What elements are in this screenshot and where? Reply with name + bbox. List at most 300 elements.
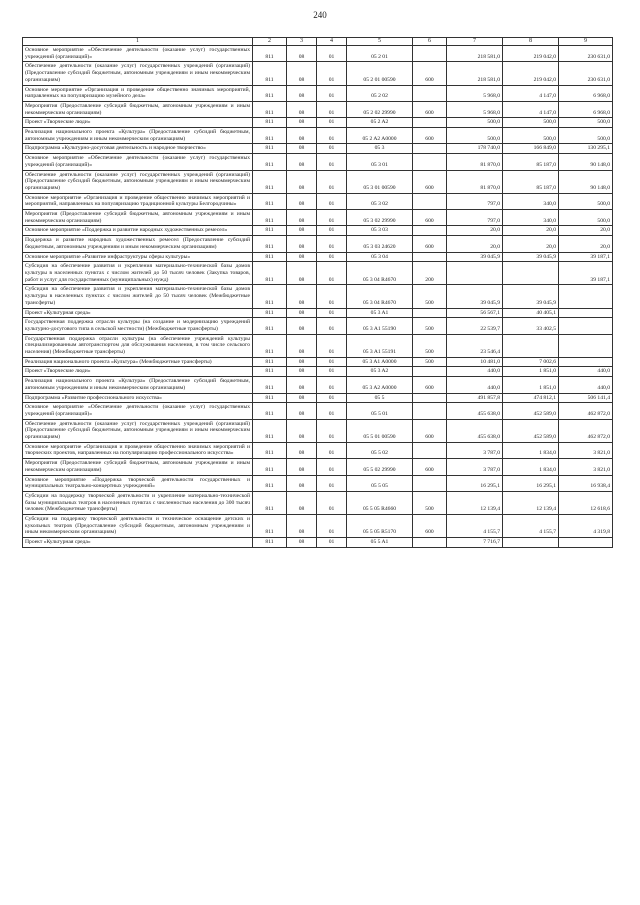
subsection-code: 01: [317, 226, 347, 236]
column-header: 9: [559, 38, 613, 46]
subsection-code: 01: [317, 367, 347, 377]
amount-year-1: 178 740,0: [447, 144, 503, 154]
amount-year-1: 440,0: [447, 367, 503, 377]
table-row: [23, 46, 613, 62]
row-name: Основное мероприятие «Поддержка и развитие народных художественных ремесел»: [23, 226, 253, 236]
subsection-code: 01: [317, 262, 347, 285]
amount-year-3: 3 821,0: [559, 442, 613, 458]
subsection-code: 01: [317, 475, 347, 491]
amount-year-1: 455 638,0: [447, 419, 503, 442]
header-row: [23, 38, 613, 46]
amount-year-2: 4 147,0: [503, 85, 559, 101]
expense-type-code: 600: [413, 170, 447, 193]
amount-year-3: [559, 308, 613, 318]
amount-year-2: 1 851,0: [503, 367, 559, 377]
row-name: Проект «Культурная среда»: [23, 308, 253, 318]
amount-year-1: 16 295,1: [447, 475, 503, 491]
ministry-code: 811: [253, 210, 287, 226]
amount-year-2: 219 042,0: [503, 62, 559, 85]
expense-type-code: 600: [413, 101, 447, 117]
amount-year-3: 500,0: [559, 210, 613, 226]
amount-year-2: 340,0: [503, 193, 559, 209]
target-article-code: 05 3 A2: [347, 367, 413, 377]
amount-year-1: 3 787,0: [447, 459, 503, 475]
ministry-code: 811: [253, 475, 287, 491]
expense-type-code: [413, 442, 447, 458]
amount-year-2: 219 042,0: [503, 46, 559, 62]
subsection-code: 01: [317, 62, 347, 85]
subsection-code: 01: [317, 85, 347, 101]
ministry-code: 811: [253, 46, 287, 62]
amount-year-1: 3 787,0: [447, 442, 503, 458]
amount-year-1: [447, 262, 503, 285]
target-article-code: 05 5 02: [347, 442, 413, 458]
target-article-code: 05 3 A1 55191: [347, 334, 413, 357]
section-code: 08: [287, 193, 317, 209]
target-article-code: 05 2 01 00590: [347, 62, 413, 85]
amount-year-1: 81 870,0: [447, 170, 503, 193]
subsection-code: 01: [317, 334, 347, 357]
amount-year-3: 440,0: [559, 367, 613, 377]
row-name: Государственная поддержка отрасли культуры (на создание и модернизацию учреждений культурно-досугового типа в сельской местности) (Межбюджетные трансферты): [23, 318, 253, 334]
table-row: [23, 62, 613, 85]
row-name: Субсидии на поддержку творческой деятельности и техническое оснащение детских и кукольных театров (Предоставление субсидий бюджетным, автономным учреждениям и иным некоммерческим организациям): [23, 515, 253, 538]
subsection-code: 01: [317, 318, 347, 334]
row-name: Основное мероприятие «Развитие инфраструктуры сферы культуры»: [23, 252, 253, 262]
amount-year-1: 5 968,0: [447, 85, 503, 101]
row-name: Субсидия на обеспечение развития и укрепления материально-технической базы домов культуры в населенных пунктах с числом жителей до 50 тысяч человек (Межбюджетные трансферты): [23, 285, 253, 308]
table-row: [23, 262, 613, 285]
section-code: 08: [287, 226, 317, 236]
table-row: [23, 367, 613, 377]
amount-year-3: 506 141,4: [559, 393, 613, 403]
subsection-code: 01: [317, 442, 347, 458]
column-header: 3: [287, 38, 317, 46]
row-name: Субсидии на поддержку творческой деятельности и укрепление материально-технической базы муниципальных театров в населенных пунктах с численностью населения до 300 тысяч человек (Межбюджетные трансферты): [23, 491, 253, 514]
ministry-code: 811: [253, 377, 287, 393]
table-row: [23, 403, 613, 419]
amount-year-3: [559, 285, 613, 308]
amount-year-3: 500,0: [559, 193, 613, 209]
subsection-code: 01: [317, 491, 347, 514]
amount-year-3: 500,0: [559, 128, 613, 144]
amount-year-1: 440,0: [447, 377, 503, 393]
section-code: 08: [287, 101, 317, 117]
section-code: 08: [287, 144, 317, 154]
table-row: [23, 210, 613, 226]
column-header: 6: [413, 38, 447, 46]
target-article-code: 05 5 05 R4660: [347, 491, 413, 514]
amount-year-1: 81 870,0: [447, 154, 503, 170]
table-row: [23, 154, 613, 170]
amount-year-1: 218 581,0: [447, 62, 503, 85]
ministry-code: 811: [253, 357, 287, 367]
table-row: [23, 236, 613, 252]
ministry-code: 811: [253, 85, 287, 101]
amount-year-2: 500,0: [503, 128, 559, 144]
expense-type-code: 600: [413, 377, 447, 393]
expense-type-code: [413, 252, 447, 262]
subsection-code: 01: [317, 118, 347, 128]
column-header: 2: [253, 38, 287, 46]
amount-year-1: 20,0: [447, 226, 503, 236]
page-number: 240: [313, 10, 327, 20]
subsection-code: 01: [317, 308, 347, 318]
expense-type-code: 600: [413, 62, 447, 85]
row-name: Реализация национального проекта «Культура» (Предоставление субсидий бюджетным, автономным учреждениям и иным некоммерческим организациям): [23, 377, 253, 393]
row-name: Подпрограмма «Развитие профессионального искусства»: [23, 393, 253, 403]
ministry-code: 811: [253, 236, 287, 252]
row-name: Проект «Творческие люди»: [23, 367, 253, 377]
table-row: [23, 419, 613, 442]
table-row: [23, 85, 613, 101]
expense-type-code: [413, 538, 447, 548]
target-article-code: 05 2 02 29990: [347, 101, 413, 117]
section-code: 08: [287, 377, 317, 393]
target-article-code: 05 3 A1 55190: [347, 318, 413, 334]
amount-year-1: 10 481,0: [447, 357, 503, 367]
section-code: 08: [287, 210, 317, 226]
section-code: 08: [287, 334, 317, 357]
table-row: [23, 308, 613, 318]
subsection-code: 01: [317, 170, 347, 193]
ministry-code: 811: [253, 154, 287, 170]
target-article-code: 05 5 A1: [347, 538, 413, 548]
target-article-code: 05 3 03: [347, 226, 413, 236]
section-code: 08: [287, 318, 317, 334]
ministry-code: 811: [253, 419, 287, 442]
section-code: 08: [287, 285, 317, 308]
amount-year-1: 39 045,9: [447, 285, 503, 308]
ministry-code: 811: [253, 367, 287, 377]
column-header: 4: [317, 38, 347, 46]
amount-year-3: 39 187,1: [559, 252, 613, 262]
section-code: 08: [287, 252, 317, 262]
target-article-code: 05 5 05: [347, 475, 413, 491]
subsection-code: 01: [317, 459, 347, 475]
row-name: Основное мероприятие «Обеспечение деятельности (оказание услуг) государственных учреждений (организаций)»: [23, 403, 253, 419]
section-code: 08: [287, 85, 317, 101]
amount-year-1: 500,0: [447, 118, 503, 128]
expense-type-code: [413, 226, 447, 236]
amount-year-3: 462 872,0: [559, 419, 613, 442]
section-code: 08: [287, 538, 317, 548]
ministry-code: 811: [253, 226, 287, 236]
amount-year-3: 20,0: [559, 236, 613, 252]
amount-year-2: 16 295,1: [503, 475, 559, 491]
expense-type-code: [413, 367, 447, 377]
amount-year-2: 1 834,0: [503, 459, 559, 475]
expense-type-code: [413, 193, 447, 209]
amount-year-3: [559, 318, 613, 334]
row-name: Поддержка и развитие народных художественных ремесел (Предоставление субсидий бюджетным, автономным учреждениям и иным некоммерческим организациям): [23, 236, 253, 252]
amount-year-1: 500,0: [447, 128, 503, 144]
ministry-code: 811: [253, 459, 287, 475]
amount-year-3: 90 148,0: [559, 154, 613, 170]
row-name: Основное мероприятие «Обеспечение деятельности (оказание услуг) государственных учреждений (организаций)»: [23, 154, 253, 170]
amount-year-2: 40 405,1: [503, 308, 559, 318]
amount-year-2: 12 139,4: [503, 491, 559, 514]
row-name: Подпрограмма «Культурно-досуговая деятельность и народное творчество»: [23, 144, 253, 154]
amount-year-3: 230 631,0: [559, 46, 613, 62]
target-article-code: 05 2 02: [347, 85, 413, 101]
table-row: [23, 459, 613, 475]
amount-year-2: 85 187,0: [503, 170, 559, 193]
section-code: 08: [287, 118, 317, 128]
expense-type-code: 600: [413, 515, 447, 538]
amount-year-3: 230 631,0: [559, 62, 613, 85]
section-code: 08: [287, 367, 317, 377]
expense-type-code: [413, 403, 447, 419]
expense-type-code: 500: [413, 491, 447, 514]
amount-year-3: 16 938,4: [559, 475, 613, 491]
row-name: Мероприятия (Предоставление субсидий бюджетным, автономным учреждениям и иным некоммерческим организациям): [23, 101, 253, 117]
amount-year-1: 5 968,0: [447, 101, 503, 117]
section-code: 08: [287, 262, 317, 285]
row-name: Основное мероприятие «Обеспечение деятельности (оказание услуг) государственных учреждений (организаций)»: [23, 46, 253, 62]
amount-year-2: 85 187,0: [503, 154, 559, 170]
section-code: 08: [287, 170, 317, 193]
ministry-code: 811: [253, 252, 287, 262]
expense-type-code: 200: [413, 262, 447, 285]
ministry-code: 811: [253, 538, 287, 548]
amount-year-3: 90 148,0: [559, 170, 613, 193]
table-row: [23, 475, 613, 491]
amount-year-3: 20,0: [559, 226, 613, 236]
expense-type-code: [413, 475, 447, 491]
ministry-code: 811: [253, 403, 287, 419]
expense-type-code: [413, 154, 447, 170]
target-article-code: 05 3 A1 A0000: [347, 357, 413, 367]
expense-type-code: 500: [413, 334, 447, 357]
subsection-code: 01: [317, 46, 347, 62]
expense-type-code: [413, 118, 447, 128]
column-header: 8: [503, 38, 559, 46]
amount-year-3: 440,0: [559, 377, 613, 393]
table-row: [23, 252, 613, 262]
amount-year-3: 6 968,0: [559, 85, 613, 101]
amount-year-3: [559, 357, 613, 367]
target-article-code: 05 3 01 00590: [347, 170, 413, 193]
amount-year-2: 33 402,5: [503, 318, 559, 334]
expense-type-code: 600: [413, 210, 447, 226]
subsection-code: 01: [317, 403, 347, 419]
section-code: 08: [287, 442, 317, 458]
amount-year-1: 491 857,8: [447, 393, 503, 403]
row-name: Основное мероприятие «Организация и проведение общественно значимых мероприятий и творческих проектов, направленных на популяризацию профессионального искусства»: [23, 442, 253, 458]
expense-type-code: [413, 393, 447, 403]
subsection-code: 01: [317, 193, 347, 209]
target-article-code: 05 5 02 29990: [347, 459, 413, 475]
amount-year-1: 22 539,7: [447, 318, 503, 334]
amount-year-2: 39 045,9: [503, 285, 559, 308]
target-article-code: 05 3 02: [347, 193, 413, 209]
ministry-code: 811: [253, 515, 287, 538]
row-name: Мероприятия (Предоставление субсидий бюджетным, автономным учреждениям и иным некоммерческим организациям): [23, 459, 253, 475]
target-article-code: 05 5: [347, 393, 413, 403]
ministry-code: 811: [253, 442, 287, 458]
amount-year-2: 166 849,0: [503, 144, 559, 154]
row-name: Реализация национального проекта «Культура» (Предоставление субсидий бюджетным, автономным учреждениям и иным некоммерческим организациям): [23, 128, 253, 144]
column-header: 1: [23, 38, 253, 46]
amount-year-1: 23 546,4: [447, 334, 503, 357]
ministry-code: 811: [253, 262, 287, 285]
subsection-code: 01: [317, 419, 347, 442]
row-name: Обеспечение деятельности (оказание услуг) государственных учреждений (организаций) (Предоставление субсидий бюджетным, автономным учреждениям и иным некоммерческим организациям): [23, 62, 253, 85]
ministry-code: 811: [253, 318, 287, 334]
amount-year-3: 39 187,1: [559, 262, 613, 285]
table-row: [23, 357, 613, 367]
row-name: Обеспечение деятельности (оказание услуг) государственных учреждений (организаций) (Предоставление субсидий бюджетным, автономным учреждениям и иным некоммерческим организациям): [23, 419, 253, 442]
section-code: 08: [287, 491, 317, 514]
amount-year-3: [559, 538, 613, 548]
subsection-code: 01: [317, 357, 347, 367]
table-row: [23, 491, 613, 514]
table-row: [23, 334, 613, 357]
row-name: Основное мероприятие «Поддержка творческой деятельности государственных и муниципальных театрально-концертных учреждений»: [23, 475, 253, 491]
ministry-code: 811: [253, 62, 287, 85]
target-article-code: 05 2 01: [347, 46, 413, 62]
amount-year-1: 20,0: [447, 236, 503, 252]
table-row: [23, 538, 613, 548]
amount-year-2: 1 834,0: [503, 442, 559, 458]
target-article-code: 05 3 A2 A0000: [347, 377, 413, 393]
section-code: 08: [287, 357, 317, 367]
amount-year-2: 20,0: [503, 226, 559, 236]
amount-year-2: 452 589,0: [503, 403, 559, 419]
amount-year-3: [559, 334, 613, 357]
section-code: 08: [287, 128, 317, 144]
target-article-code: 05 5 01: [347, 403, 413, 419]
ministry-code: 811: [253, 308, 287, 318]
amount-year-2: [503, 334, 559, 357]
amount-year-2: 1 851,0: [503, 377, 559, 393]
row-name: Государственная поддержка отрасли культуры (на обеспечение учреждений культуры специализированным автотранспортом для обслуживания населения, в том числе сельского населения) (Межбюджетные трансферты): [23, 334, 253, 357]
amount-year-3: 462 872,0: [559, 403, 613, 419]
expense-type-code: [413, 144, 447, 154]
section-code: 08: [287, 393, 317, 403]
amount-year-3: 4 319,8: [559, 515, 613, 538]
subsection-code: 01: [317, 101, 347, 117]
section-code: 08: [287, 459, 317, 475]
subsection-code: 01: [317, 393, 347, 403]
amount-year-2: 340,0: [503, 210, 559, 226]
table-row: [23, 144, 613, 154]
amount-year-2: 4 155,7: [503, 515, 559, 538]
table-row: [23, 377, 613, 393]
table-row: [23, 128, 613, 144]
ministry-code: 811: [253, 170, 287, 193]
amount-year-2: 452 589,0: [503, 419, 559, 442]
target-article-code: 05 3 03 24620: [347, 236, 413, 252]
row-name: Мероприятия (Предоставление субсидий бюджетным, автономным учреждениям и иным некоммерческим организациям): [23, 210, 253, 226]
expense-type-code: 600: [413, 419, 447, 442]
table-row: [23, 193, 613, 209]
table-row: [23, 318, 613, 334]
amount-year-2: [503, 538, 559, 548]
column-header: 7: [447, 38, 503, 46]
budget-table: [22, 37, 613, 548]
target-article-code: 05 5 05 R5170: [347, 515, 413, 538]
target-article-code: 05 3 04 R4670: [347, 262, 413, 285]
subsection-code: 01: [317, 538, 347, 548]
amount-year-2: 474 812,1: [503, 393, 559, 403]
subsection-code: 01: [317, 154, 347, 170]
table-row: [23, 442, 613, 458]
amount-year-1: 7 716,7: [447, 538, 503, 548]
ministry-code: 811: [253, 393, 287, 403]
expense-type-code: 600: [413, 128, 447, 144]
ministry-code: 811: [253, 491, 287, 514]
ministry-code: 811: [253, 118, 287, 128]
target-article-code: 05 2 A2: [347, 118, 413, 128]
section-code: 08: [287, 46, 317, 62]
section-code: 08: [287, 308, 317, 318]
table-row: [23, 118, 613, 128]
subsection-code: 01: [317, 236, 347, 252]
amount-year-2: 7 002,6: [503, 357, 559, 367]
ministry-code: 811: [253, 334, 287, 357]
amount-year-1: 218 581,0: [447, 46, 503, 62]
subsection-code: 01: [317, 515, 347, 538]
amount-year-2: 39 045,9: [503, 252, 559, 262]
row-name: Основное мероприятие «Организация и проведение общественно значимых мероприятий и мероприятий, направленных на популяризацию традиционной культуры Белгородчины»: [23, 193, 253, 209]
target-article-code: 05 3: [347, 144, 413, 154]
expense-type-code: 500: [413, 318, 447, 334]
column-header: 5: [347, 38, 413, 46]
expense-type-code: 500: [413, 357, 447, 367]
ministry-code: 811: [253, 285, 287, 308]
target-article-code: 05 3 02 29990: [347, 210, 413, 226]
expense-type-code: 500: [413, 285, 447, 308]
table-row: [23, 226, 613, 236]
section-code: 08: [287, 154, 317, 170]
table-row: [23, 285, 613, 308]
amount-year-3: 500,0: [559, 118, 613, 128]
section-code: 08: [287, 515, 317, 538]
row-name: Обеспечение деятельности (оказание услуг) государственных учреждений (организаций) (Предоставление субсидий бюджетным, автономным учреждениям и иным некоммерческим организациям): [23, 170, 253, 193]
target-article-code: 05 3 04: [347, 252, 413, 262]
amount-year-2: [503, 262, 559, 285]
expense-type-code: 600: [413, 459, 447, 475]
table-row: [23, 170, 613, 193]
expense-type-code: 600: [413, 236, 447, 252]
subsection-code: 01: [317, 128, 347, 144]
table-row: [23, 515, 613, 538]
expense-type-code: [413, 85, 447, 101]
amount-year-2: 500,0: [503, 118, 559, 128]
amount-year-1: 797,0: [447, 210, 503, 226]
amount-year-3: 3 821,0: [559, 459, 613, 475]
target-article-code: 05 3 04 R4670: [347, 285, 413, 308]
row-name: Основное мероприятие «Организация и проведение общественно значимых мероприятий, направленных на популяризацию музейного дела»: [23, 85, 253, 101]
ministry-code: 811: [253, 193, 287, 209]
amount-year-3: 12 618,6: [559, 491, 613, 514]
amount-year-1: 455 638,0: [447, 403, 503, 419]
section-code: 08: [287, 62, 317, 85]
section-code: 08: [287, 403, 317, 419]
amount-year-3: 6 968,0: [559, 101, 613, 117]
subsection-code: 01: [317, 377, 347, 393]
expense-type-code: [413, 308, 447, 318]
ministry-code: 811: [253, 101, 287, 117]
subsection-code: 01: [317, 252, 347, 262]
section-code: 08: [287, 236, 317, 252]
amount-year-1: 39 045,9: [447, 252, 503, 262]
subsection-code: 01: [317, 144, 347, 154]
amount-year-3: 130 295,1: [559, 144, 613, 154]
expense-type-code: [413, 46, 447, 62]
